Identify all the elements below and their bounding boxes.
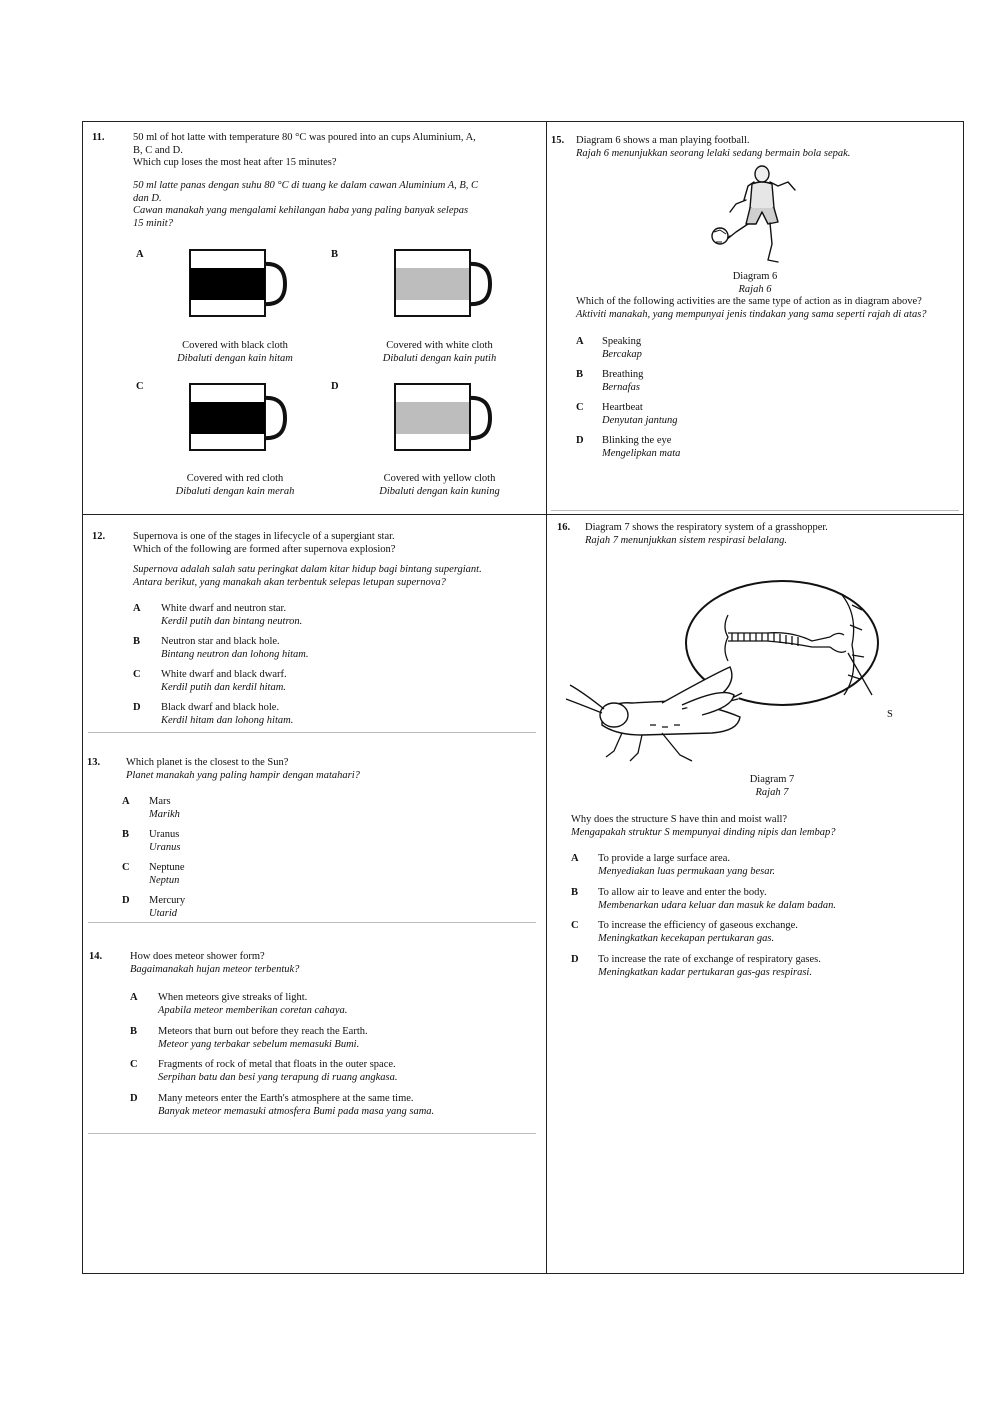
option-letter: D — [122, 895, 130, 906]
option-caption — [352, 472, 527, 498]
question-number: 11. — [92, 132, 105, 143]
option-en: Many meteors enter the Earth's atmosphere at the same time. — [158, 1092, 414, 1104]
option-ms: Bintang neutron dan lohong hitam. — [161, 649, 309, 660]
diagram-label-ms: Rajah 6 — [738, 284, 772, 295]
mug-white-icon — [390, 246, 500, 321]
option-ms: Meningkatkan kecekapan pertukaran gas. — [598, 933, 775, 944]
question-text-en: How does meteor shower form? — [130, 951, 265, 962]
question-prompt-en: Which of the following activities are the same type of action as in diagram above? — [576, 296, 922, 307]
option-en: To allow air to leave and enter the body. — [598, 886, 767, 898]
cloth-band — [190, 402, 265, 434]
option-letter: C — [130, 1059, 138, 1070]
option-en: To increase the rate of exchange of respiratory gases. — [598, 953, 821, 965]
text-line: Supernova is one of the stages in lifecycle of a supergiant star. — [133, 531, 395, 542]
option-a[interactable] — [133, 603, 533, 636]
column-divider — [546, 122, 547, 1273]
option-b[interactable] — [130, 1026, 530, 1060]
option-d[interactable] — [122, 895, 422, 928]
diagram-label-ms: Rajah 7 — [755, 787, 789, 798]
option-caption — [150, 339, 320, 365]
option-en: Mars — [149, 796, 171, 807]
option-en: Fragments of rock of metal that floats in the outer space. — [158, 1059, 396, 1070]
option-ms: Kerdil putih dan kerdil hitam. — [161, 682, 286, 693]
caption-ms: Dibaluti dengan kain kuning — [379, 486, 500, 497]
option-ms: Denyutan jantung — [602, 415, 678, 426]
text-line: dan D. — [133, 192, 162, 204]
option-letter: C — [122, 862, 130, 873]
caption-en: Covered with black cloth — [182, 340, 288, 351]
option-en: White dwarf and black dwarf. — [161, 669, 287, 680]
question-number: 13. — [87, 757, 101, 768]
option-en: Speaking — [602, 336, 642, 347]
option-en: When meteors give streaks of light. — [158, 992, 308, 1003]
option-ms: Neptun — [149, 875, 180, 886]
option-c[interactable] — [122, 862, 422, 895]
option-ms: Membenarkan udara keluar dan masuk ke dalam badan. — [598, 899, 836, 911]
option-ms: Mengelipkan mata — [602, 448, 681, 459]
option-ms: Menyediakan luas permukaan yang besar. — [598, 866, 776, 877]
question-number: 14. — [89, 951, 103, 962]
question-number: 16. — [557, 522, 571, 533]
diagram-caption — [722, 773, 822, 799]
option-b[interactable] — [576, 369, 876, 402]
cloth-band — [190, 268, 265, 300]
option-ms: Banyak meteor memasuki atmosfera Bumi pada masa yang sama. — [158, 1105, 435, 1117]
option-en: White dwarf and neutron star. — [161, 603, 287, 614]
caption-en: Covered with white cloth — [386, 340, 493, 351]
option-b[interactable] — [133, 636, 533, 669]
cloth-band — [396, 402, 469, 434]
structure-label-s: S — [887, 709, 893, 720]
text-line: 50 ml latte panas dengan suhu 80 °C di tuang ke dalam cawan Aluminium A, B, C — [133, 180, 479, 191]
row-divider-left — [83, 514, 546, 515]
option-ms: Bercakap — [602, 349, 642, 360]
options-list — [130, 992, 530, 1126]
question-text-ms — [133, 564, 538, 589]
option-letter: D — [133, 702, 141, 713]
option-c[interactable] — [576, 402, 876, 435]
option-letter: A — [122, 796, 130, 807]
option-letter: A — [133, 603, 141, 614]
options-list — [133, 603, 533, 735]
options-list — [122, 796, 422, 928]
diagram-caption — [705, 270, 805, 296]
faint-rule — [88, 1133, 536, 1134]
option-ms: Apabila meteor memberikan coretan cahaya. — [158, 1005, 348, 1016]
question-text-en — [133, 132, 533, 170]
option-letter: C — [576, 402, 584, 413]
text-line: Antara berikut, yang manakah akan terbentuk selepas letupan supernova? — [133, 576, 446, 588]
question-text-en: Diagram 7 shows the respiratory system of a grasshopper. — [585, 522, 828, 533]
question-prompt-ms: Aktiviti manakah, yang mempunyai jenis tindakan yang sama seperti rajah di atas? — [576, 309, 927, 320]
option-ms: Kerdil putih dan bintang neutron. — [161, 616, 303, 627]
cloth-band — [396, 268, 469, 300]
option-en: Heartbeat — [602, 402, 643, 413]
caption-ms: Dibaluti dengan kain hitam — [177, 353, 293, 364]
option-ms: Bernafas — [602, 382, 640, 393]
option-en: Neptune — [149, 862, 185, 873]
option-b[interactable] — [571, 887, 901, 921]
option-letter: B — [571, 886, 579, 898]
option-ms: Serpihan batu dan besi yang terapung di ruang angkasa. — [158, 1072, 398, 1083]
text-line: B, C and D. — [133, 144, 183, 156]
diagram-label-en: Diagram 7 — [749, 774, 795, 785]
text-line: Supernova adalah salah satu peringkat dalam kitar hidup bagi bintang supergiant. — [133, 564, 482, 575]
question-text-en: Diagram 6 shows a man playing football. — [576, 135, 750, 146]
question-number: 15. — [551, 135, 565, 146]
options-list — [576, 336, 876, 468]
option-ms: Uranus — [149, 842, 181, 853]
option-letter: C — [136, 381, 144, 392]
option-b[interactable] — [122, 829, 422, 862]
option-en: To increase the efficiency of gaseous exchange. — [598, 920, 798, 931]
option-d[interactable] — [571, 954, 901, 988]
caption-en: Covered with yellow cloth — [383, 473, 496, 484]
option-a[interactable] — [122, 796, 422, 829]
option-d[interactable] — [130, 1093, 530, 1127]
question-number: 12. — [92, 531, 106, 542]
option-en: Neutron star and black hole. — [161, 636, 280, 647]
option-en: Black dwarf and black hole. — [161, 702, 280, 713]
option-ms: Meningkatkan kadar pertukaran gas-gas respirasi. — [598, 966, 812, 978]
option-letter: D — [130, 1092, 138, 1104]
question-text-ms: Rajah 6 menunjukkan seorang lelaki sedang bermain bola sepak. — [576, 148, 851, 159]
text-line: 50 ml of hot latte with temperature 80 °C was poured into an cups Aluminium, A, — [133, 132, 476, 143]
caption-en: Covered with red cloth — [186, 473, 284, 484]
option-d[interactable] — [133, 702, 533, 735]
diagram-label-en: Diagram 6 — [732, 271, 778, 282]
option-letter: B — [130, 1025, 138, 1037]
question-text-en: Which planet is the closest to the Sun? — [126, 757, 289, 768]
option-letter: B — [331, 249, 339, 260]
option-a[interactable] — [130, 992, 530, 1026]
option-letter: B — [122, 829, 130, 840]
option-a[interactable] — [571, 853, 901, 887]
option-ms: Utarid — [149, 908, 178, 919]
text-line: Which of the following are formed after supernova explosion? — [133, 543, 396, 555]
option-caption — [150, 472, 320, 498]
option-letter: C — [571, 920, 579, 931]
question-text-ms: Rajah 7 menunjukkan sistem respirasi belalang. — [585, 535, 788, 546]
question-prompt-en: Why does the structure S have thin and moist wall? — [571, 814, 788, 825]
option-ms: Kerdil hitam dan lohong hitam. — [161, 715, 294, 726]
text-line: Which cup loses the most heat after 15 minutes? — [133, 157, 337, 168]
option-en: Breathing — [602, 369, 644, 380]
caption-ms: Dibaluti dengan kain putih — [382, 353, 497, 364]
option-en: To provide a large surface area. — [598, 853, 730, 864]
option-ms: Meteor yang terbakar sebelum memasuki Bumi. — [158, 1038, 360, 1050]
question-text-ms — [133, 180, 533, 230]
option-letter: B — [133, 636, 141, 647]
option-en: Mercury — [149, 895, 186, 906]
option-caption — [352, 339, 527, 365]
option-d[interactable] — [576, 435, 876, 468]
text-line: 15 minit? — [133, 217, 173, 229]
option-letter: A — [571, 853, 579, 864]
option-ms: Marikh — [149, 809, 180, 820]
options-list — [571, 853, 901, 987]
option-letter: A — [136, 249, 144, 260]
option-c[interactable] — [130, 1059, 530, 1093]
option-letter: C — [133, 669, 141, 680]
mug-red-icon — [185, 380, 295, 455]
question-prompt-ms: Mengapakah struktur S mempunyai dinding nipis dan lembap? — [571, 827, 836, 838]
option-letter: D — [571, 953, 579, 965]
caption-ms: Dibaluti dengan kain merah — [175, 486, 295, 497]
option-letter: A — [576, 336, 584, 347]
mug-black-icon — [185, 246, 295, 321]
question-text-ms: Bagaimanakah hujan meteor terbentuk? — [130, 964, 300, 975]
faint-rule — [551, 510, 959, 511]
mug-yellow-icon — [390, 380, 500, 455]
option-letter: B — [576, 369, 584, 380]
text-line: Cawan manakah yang mengalami kehilangan haba yang paling banyak selepas — [133, 205, 469, 216]
option-letter: D — [576, 435, 584, 446]
option-a[interactable] — [576, 336, 876, 369]
grasshopper-respiratory-icon — [562, 575, 902, 775]
option-letter: A — [130, 992, 138, 1003]
option-en: Uranus — [149, 829, 180, 840]
option-en: Meteors that burn out before they reach the Earth. — [158, 1025, 368, 1037]
option-c[interactable] — [133, 669, 533, 702]
football-player-icon — [700, 160, 810, 268]
option-c[interactable] — [571, 920, 901, 954]
question-text-ms: Planet manakah yang paling hampir dengan matahari? — [126, 770, 360, 781]
row-divider-right — [546, 514, 964, 515]
question-text-en — [133, 531, 538, 556]
option-letter: D — [331, 381, 339, 392]
option-en: Blinking the eye — [602, 435, 672, 446]
